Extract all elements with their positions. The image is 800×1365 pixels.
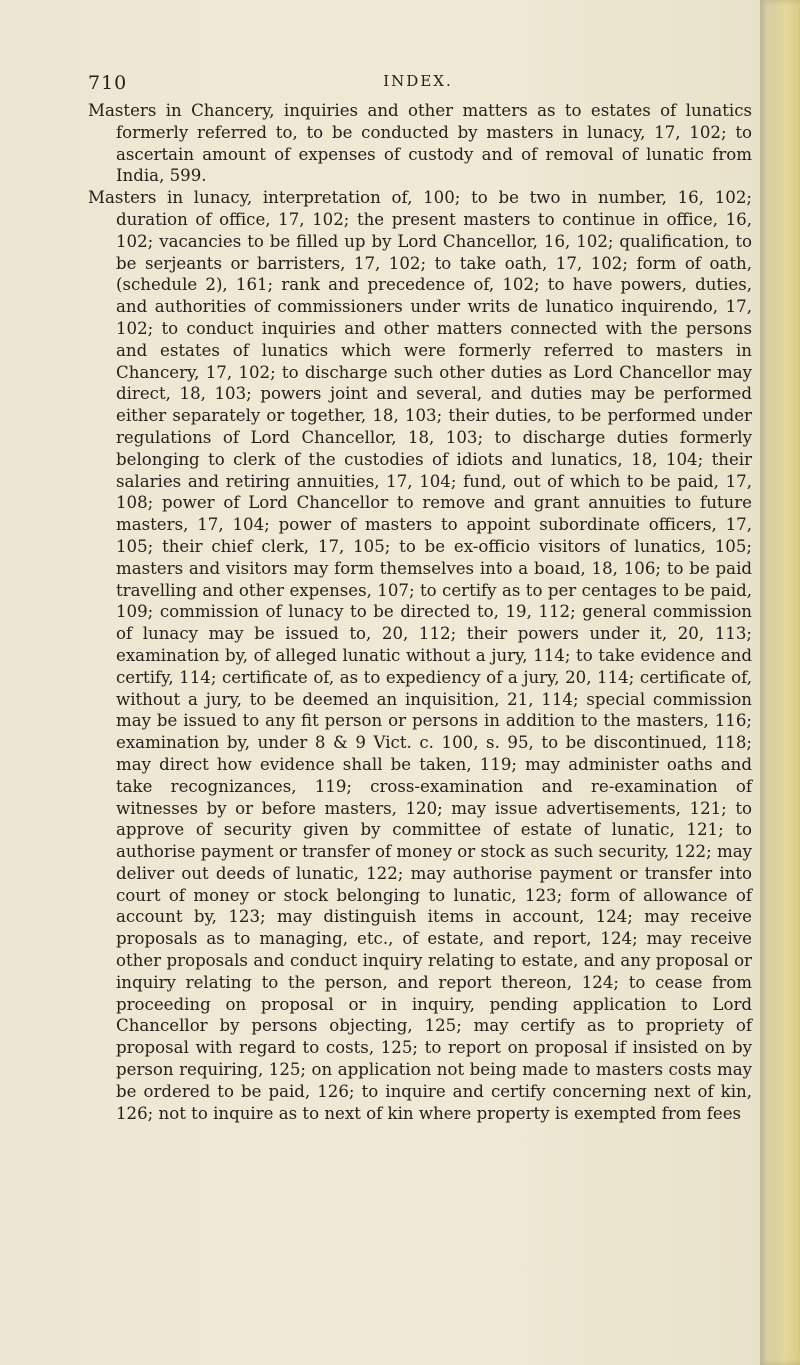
page-header — [88, 72, 748, 94]
index-content — [88, 100, 752, 1124]
index-entry-masters-in-lunacy: Masters in lunacy, interpretation of, 100; to be two in number, 16, 102; duration of office, 17, 102; the present masters to continue in office, 16, 102; vacancies to be filled up by Lord Chancellor, 16, 102; qualification, to be serjeants or barristers, 17, 102; to take oath, 17, 102; form of oath, (schedule 2), 161; rank and precedence of, 102; to have powers, duties, and authorities of commissioners under writs de lunatico inquirendo, 17, 102; to conduct inquiries and other matters connected with the persons and estates of lunatics which were formerly referred to masters in Chancery, 17, 102; to discharge such other duties as Lord Chancellor may direct, 18, 103; powers joint and several, and duties may be performed either separately or together, 18, 103; their duties, to be performed under regulations of Lord Chancellor, 18, 103; to discharge duties formerly belonging to clerk of the custodies of idiots and lunatics, 18, 104; their salaries and retiring annuities, 17, 104; fund, out of which to be paid, 17, 108; power of Lord Chancellor to remove and grant annuities to future masters, 17, 104; power of masters to appoint subordinate officers, 17, 105; their chief clerk, 17, 105; to be ex-officio visitors of lunatics, 105; masters and visitors may form themselves into a boaıd, 18, 106; to be paid travelling and other expenses, 107; to certify as to per centages to be paid, 109; commission of lunacy to be directed to, 19, 112; general commission of lunacy may be issued to, 20, 112; their powers under it, 20, 113; examination by, of alleged lunatic without a jury, 114; to take evidence and certify, 114; certificate of, as to expediency of a jury, 20, 114; certificate of, without a jury, to be deemed an inquisition, 21, 114; special commission may be issued to any fit person or persons in addition to the masters, 116; examination by, under 8 & 9 Vict. c. 100, s. 95, to be discontinued, 118; may direct how evidence shall be taken, 119; may administer oaths and take recognizances, 119; cross-examination and re-examination of witnesses by or before masters, 120; may issue advertisements, 121; to approve of security given by committee of estate of lunatic, 121; to authorise payment or transfer of money or stock as such security, 122; may deliver out deeds of lunatic, 122; may authorise payment or transfer into court of money or stock belonging to lunatic, 123; form of allowance of account by, 123; may distinguish items in account, 124; may receive proposals as to managing, etc., of estate, and report, 124; may receive other proposals and conduct inquiry relating to estate, and any proposal or inquiry relating to the person, and report thereon, 124; to cease from proceeding on proposal or in inquiry, pending application to Lord Chancellor by persons objecting, 125; may certify as to propriety of proposal with regard to costs, 125; to report on proposal if insisted on by person requiring, 125; on application not being made to masters costs may be ordered to be paid, 126; to inquire and certify concerning next of kin, 126; not to inquire as to next of kin where property is exempted from fees — [88, 188, 752, 1123]
index-entry-masters-in-chancery: Masters in Chancery, inquiries and other matters as to estates of lunatics formerly referred to, to be conducted by masters in lunacy, 17, 102; to ascertain amount of expenses of custody and of removal of lunatic from India, 599. — [88, 101, 752, 186]
page-edge — [760, 0, 800, 1365]
running-head: INDEX. — [383, 72, 453, 90]
page-number: 710 — [88, 72, 128, 94]
